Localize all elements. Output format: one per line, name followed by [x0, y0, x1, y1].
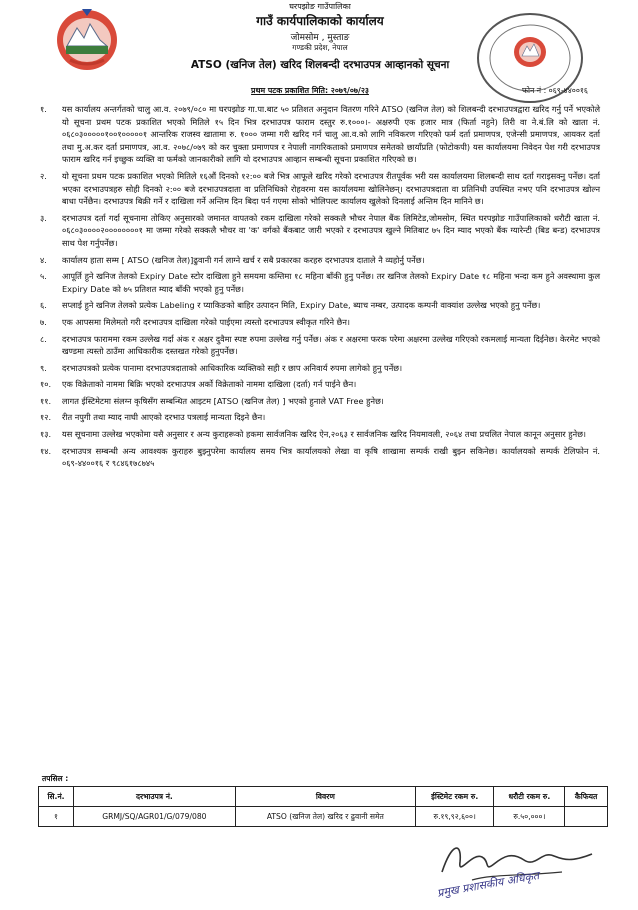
- col-header-sn: सि.नं.: [39, 787, 74, 807]
- notice-items: [40, 103, 600, 474]
- item-text: यो सूचना प्रथम पटक प्रकाशित भएको मितिले १६औं दिनको १२:०० बजे भित्र आफूले खरिद गरेको दरभाउपत्र रीतपूर्वक भरी यस कार्यालयमा शिलबन्दी साथ दर्ता गराइसक्नु पर्नेछ। दर्ता भएका दरभाउपत्रहरु सोही दिनको २:०० बजे दरभाउपत्रदाता वा प्रतिनिधिको रोहवरमा यस कार्यालयमा खोलिनेछन्। दरभाउपत्रदाता वा प्रतिनिधी उपस्थित नभए पनि दरभाउपत्र खोल्न बाधा पर्नेछैन। दरभाउपत्र बिक्री गर्ने र दाखिला गर्ने अन्तिम दिन बिदा पर्न गएमा सोको भोलिपल्ट कार्यालय खुलेको दिनलाई अन्तिम दिन मानिने छ।: [62, 170, 600, 207]
- item-text: दरभाउपत्रको प्रत्येक पानामा दरभाउपत्रदाताको आधिकारिक व्यक्तिको सही र छाप अनिवार्य रुपमा लागेको हुनु पर्नेछ।: [62, 362, 403, 373]
- notice-item: [40, 254, 600, 267]
- cell-remarks: [565, 807, 608, 827]
- col-header-deposit: धरौटी रकम रु.: [494, 787, 565, 807]
- table-row: [39, 807, 608, 827]
- item-number: २.: [40, 170, 47, 181]
- item-text: सप्लाई हुने खनिज तेलको प्रत्येक Labeling र प्याकिङको बाहिर उत्पादन मिति, Expiry Date, ब्याच नम्बर, उत्पादक कम्पनी वाक्यांश उल्लेख भएको हुनु पर्नेछ।: [62, 300, 541, 311]
- item-text: आपूर्ति हुने खनिज तेलको Expiry Date स्टोर दाखिला हुने समयमा कम्तिमा १८ महिना बाँकी हुनु पर्नेछ। तर खनिज तेलको Expiry Date १८ महिना भन्दा कम हुने अवस्थामा कुल Expiry Date को ७५ प्रतिशत म्याद बाँकी भएको हुनु पर्नेछ।: [62, 271, 600, 294]
- item-number: ११.: [40, 395, 52, 406]
- municipality-name: घरपझोङ गाउँपालिका: [289, 2, 351, 11]
- notice-item: [40, 445, 600, 470]
- notice-item: [40, 362, 600, 375]
- tender-table: [38, 786, 608, 827]
- col-header-remarks: कैफियत: [565, 787, 608, 807]
- item-number: १.: [40, 104, 47, 114]
- signatory-title: प्रमुख प्रशासकीय अधिकृत: [436, 869, 541, 900]
- notice-item: [40, 333, 600, 358]
- office-name: गाउँ कार्यपालिकाको कार्यालय: [256, 14, 384, 28]
- item-text: एक आपसमा मिलेमतो गरी दरभाउपत्र दाखिला गरेको पाईएमा त्यस्तो दरभाउपत्र स्वीकृत गरिने छैन।: [62, 316, 350, 327]
- nepal-emblem-icon: [52, 6, 122, 72]
- notice-title: ATSO (खनिज तेल) खरिद शिलबन्दी दरभाउपत्र आव्हानको सूचना: [190, 59, 450, 71]
- item-text: कार्यालय हाता सम्म [ ATSO (खनिज तेल)]ढुवानी गर्न लाग्ने खर्च र सबै प्रकारका करहरु दरभाउपत्र दाताले नै व्यहोर्नु पर्नेछ।: [62, 254, 425, 265]
- item-number: १४.: [40, 445, 52, 456]
- province-line: गण्डकी प्रदेश, नेपाल: [292, 43, 348, 52]
- table-header-row: [39, 787, 608, 807]
- item-number: ९.: [40, 362, 47, 373]
- col-header-tender-no: दरभाउपत्र नं.: [74, 787, 236, 807]
- item-text: दरभाउपत्र फाराममा रकम उल्लेख गर्दा अंक र अक्षर दुवैमा स्पष्ट रुपमा उल्लेख गर्नु पर्नेछ। अंक र अक्षरमा फरक परेमा अक्षरमा उल्लेख गरिएको रकमलाई मान्यता दिईनेछ। केरमेट भएको खण्डमा त्यस्तो ठाउँमा आधिकारीक दस्तखत गरेको हुनुपर्नेछ।: [62, 333, 600, 357]
- item-text: रीत नपुगी तथा म्याद नाघी आएको दरभाउ पत्रलाई मान्यता दिइने छैन।: [62, 412, 266, 423]
- item-number: १३.: [40, 429, 52, 440]
- office-location: जोमसोम , मुस्ताङ: [290, 33, 350, 43]
- schedule-label: तपसिल :: [42, 774, 69, 783]
- item-number: ८.: [40, 333, 47, 344]
- cell-sn: १: [39, 807, 74, 827]
- notice-item: [40, 378, 600, 391]
- publish-date: प्रथम पटक प्रकाशित मिति: २०७९/०७/२३: [251, 86, 369, 95]
- notice-item: [40, 411, 600, 424]
- item-text: दरभाउपत्र सम्बन्धी अन्य आवश्यक कुराहरु बुझ्नुपरेमा कार्यालय समय भित्र कार्यालयको लेखा वा कृषि शाखामा सम्पर्क राखी बुझ्न सकिनेछ। कार्यालयको सम्पर्क टेलिफोन नं. ०६९-४४००१६ र ९८४६१७८७४५: [62, 445, 600, 469]
- item-number: १२.: [40, 412, 52, 423]
- item-text: एक विक्रेताको नाममा बिक्रि भएको दरभाउपत्र अर्को विक्रेताको नाममा दाखिला (दर्ता) गर्न पाईने छैन।: [62, 379, 357, 390]
- item-text: लागत ईस्टिमेटमा संलग्न कृषिसँग सम्बन्धित आइटम [ATSO (खनिज तेल) ] भएको हुनाले VAT Free हुनेछ।: [62, 395, 384, 406]
- item-number: ४.: [40, 254, 47, 265]
- notice-item: [40, 103, 600, 166]
- item-number: ६.: [40, 300, 47, 311]
- notice-item: [40, 212, 600, 250]
- notice-item: [40, 270, 600, 295]
- notice-item: [40, 170, 600, 208]
- notice-item: [40, 299, 600, 312]
- col-header-description: विवरण: [235, 787, 415, 807]
- item-number: ५.: [40, 271, 47, 282]
- item-number: ७.: [40, 316, 47, 327]
- col-header-estimate: ईस्टिमेट रकम रु.: [415, 787, 494, 807]
- item-text: यस सूचनामा उल्लेख भएकोमा यसै अनुसार र अन्य कुराहरूको हकमा सार्वजनिक खरिद ऐन,२०६३ र सार्वजनिक खरिद नियमावली, २०६४ तथा प्रचलित नेपाल कानून अनुसार हुनेछ।: [62, 429, 587, 440]
- notice-item: [40, 428, 600, 441]
- cell-tender-no: GRMJ/SQ/AGR01/G/079/080: [74, 807, 236, 827]
- notice-item: [40, 395, 600, 408]
- item-text: दरभाउपत्र दर्ता गर्दा सूचनामा तोकिए अनुसारको जमानत वापतको रकम दाखिला गरेको सक्कलै भौचर नेपाल बैंक लिमिटेड,जोमसोम, स्थित घरपझोङ गाउँपालिकाको धरौटी खाता नं. ०६८०३००००२००००००००१ मा जम्मा गरेको सक्कलै भौचर वा 'क' वर्गको बैंकबाट जारी भएको र दरभाउपत्र खुल्ने मितिबाट ७५ दिन म्याद भएको बैंक ग्यारेन्टी (बिड बन्ड) दरभाउपत्र साथ पेश गर्नुपर्नेछ।: [62, 212, 600, 248]
- item-number: १०.: [40, 379, 52, 390]
- phone-number: फोन नं : ०६९-४४००१६: [521, 86, 588, 95]
- notice-item: [40, 316, 600, 329]
- item-text: यस कार्यालय अन्तर्गतको चालु आ.व. २०७९/०८० मा घरपझोङ गा.पा.बाट ५० प्रतिशत अनुदान वितरण गरिने ATSO (खनिज तेल) को शिलबन्दी दरभाउपत्रद्वारा खरिद गर्नु पर्ने भएकोले यो सूचना प्रथम पटक प्रकाशित भएको मितिले १५ दिन भित्र दरभाउपत्र फाराम दस्तुर रु.१०००।- अक्षरुपी एक हजार मात्र (फिर्ता नहुने) तिरी वा ने.बं.लि को खाता नं. ०६८०३०००००१००१०००००१ आन्तरिक राजस्व खातामा रु. १००० जम्मा गरी खरिद गर्न चालु आ.व.को लागि नविकरण गरिएको फर्म दर्ता प्रमाणपत्र, एजेन्सी प्रमाणपत्र, आयकर दर्ता तथा मु.अ.कर दर्ता प्रमाणपत्र, आ.व. २०७८/०७९ को कर चुक्ता प्रमाणपत्र र नेपाली नागरिकताको प्रमाणपत्र समेतको छायाँप्रति (फोटोकपी) यस कार्यालयमा निवेदन पेश गरी दरभाउपत्र फाराम खरिद गर्न इच्छुक व्यक्ति वा फर्मको जानकारीको लागि यो दरभाउपत्र आव्हान सम्बन्धी सूचना प्रकाशित गरिएको छ।: [62, 104, 600, 165]
- cell-description: ATSO (खनिज तेल) खरिद र ढुवानी समेत: [235, 807, 415, 827]
- cell-deposit: रु.५०,०००।: [494, 807, 565, 827]
- item-number: ३.: [40, 212, 47, 223]
- cell-estimate: रु.१९,९२,६००।: [415, 807, 494, 827]
